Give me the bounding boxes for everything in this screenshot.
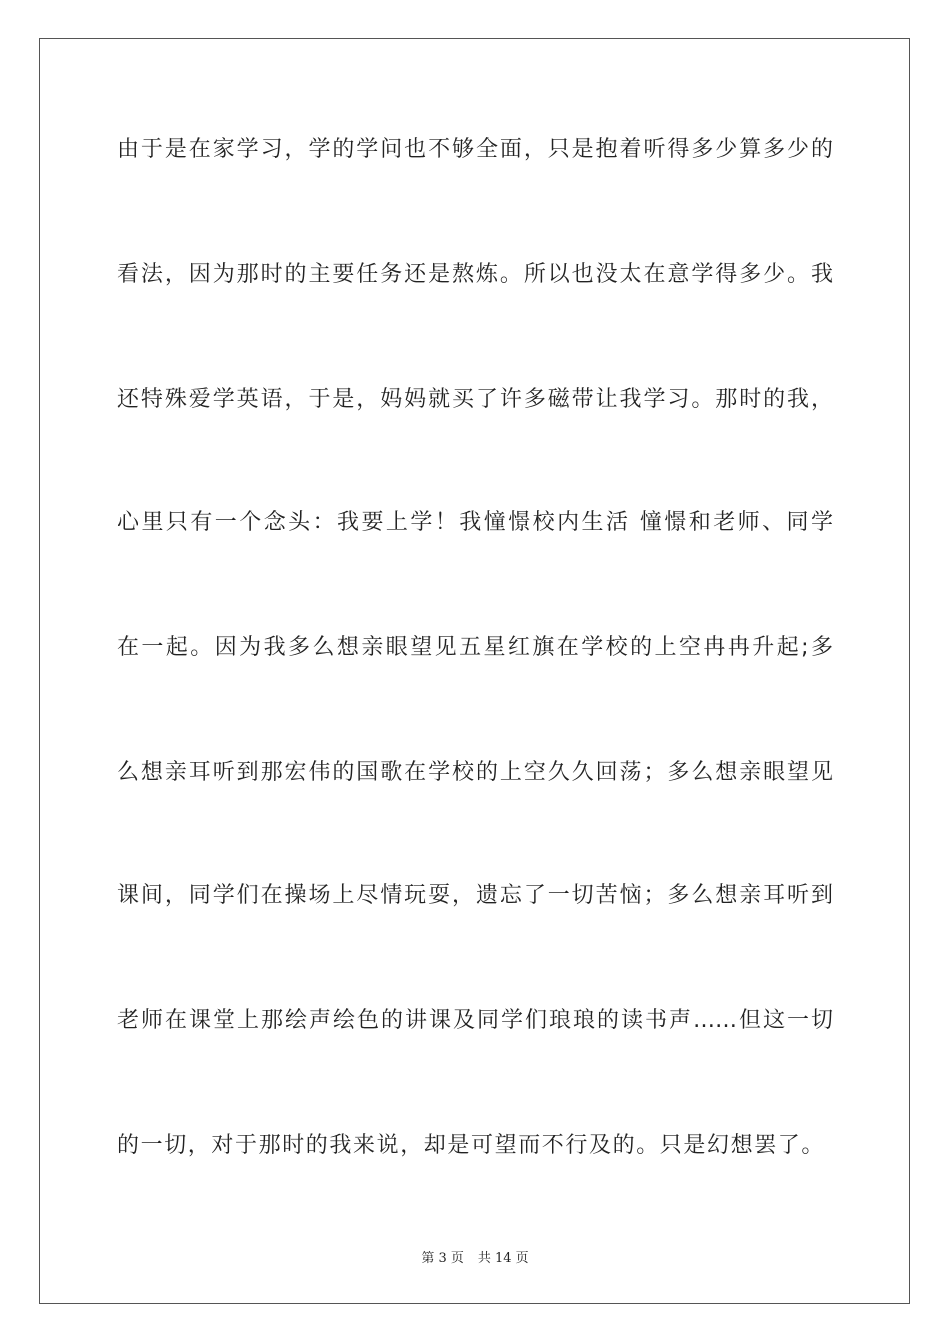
page-total: 共 14 页	[477, 1251, 529, 1266]
page-footer	[0, 1247, 950, 1266]
body-line-4: 心里只有一个念头：我要上学！我憧憬校内生活 憧憬和老师、同学	[117, 510, 833, 535]
body-line-7: 课间，同学们在操场上尽情玩耍，遗忘了一切苦恼；多么想亲耳听到	[117, 883, 833, 908]
body-line-6: 么想亲耳听到那宏伟的国歌在学校的上空久久回荡；多么想亲眼望见	[117, 760, 833, 785]
body-line-3: 还特殊爱学英语，于是，妈妈就买了许多磁带让我学习。那时的我，	[117, 387, 833, 412]
body-line-8: 老师在课堂上那绘声绘色的讲课及同学们琅琅的读书声……但这一切	[117, 1008, 833, 1033]
page-border	[39, 38, 910, 1304]
body-line-5: 在一起。因为我多么想亲眼望见五星红旗在学校的上空冉冉升起;多	[117, 635, 833, 660]
body-line-1: 由于是在家学习，学的学问也不够全面，只是抱着听得多少算多少的	[117, 137, 833, 162]
body-line-2: 看法，因为那时的主要任务还是熬炼。所以也没太在意学得多少。我	[117, 262, 833, 287]
page-number: 第 3 页	[421, 1251, 464, 1266]
body-line-9: 的一切，对于那时的我来说，却是可望而不行及的。只是幻想罢了。	[117, 1133, 826, 1158]
